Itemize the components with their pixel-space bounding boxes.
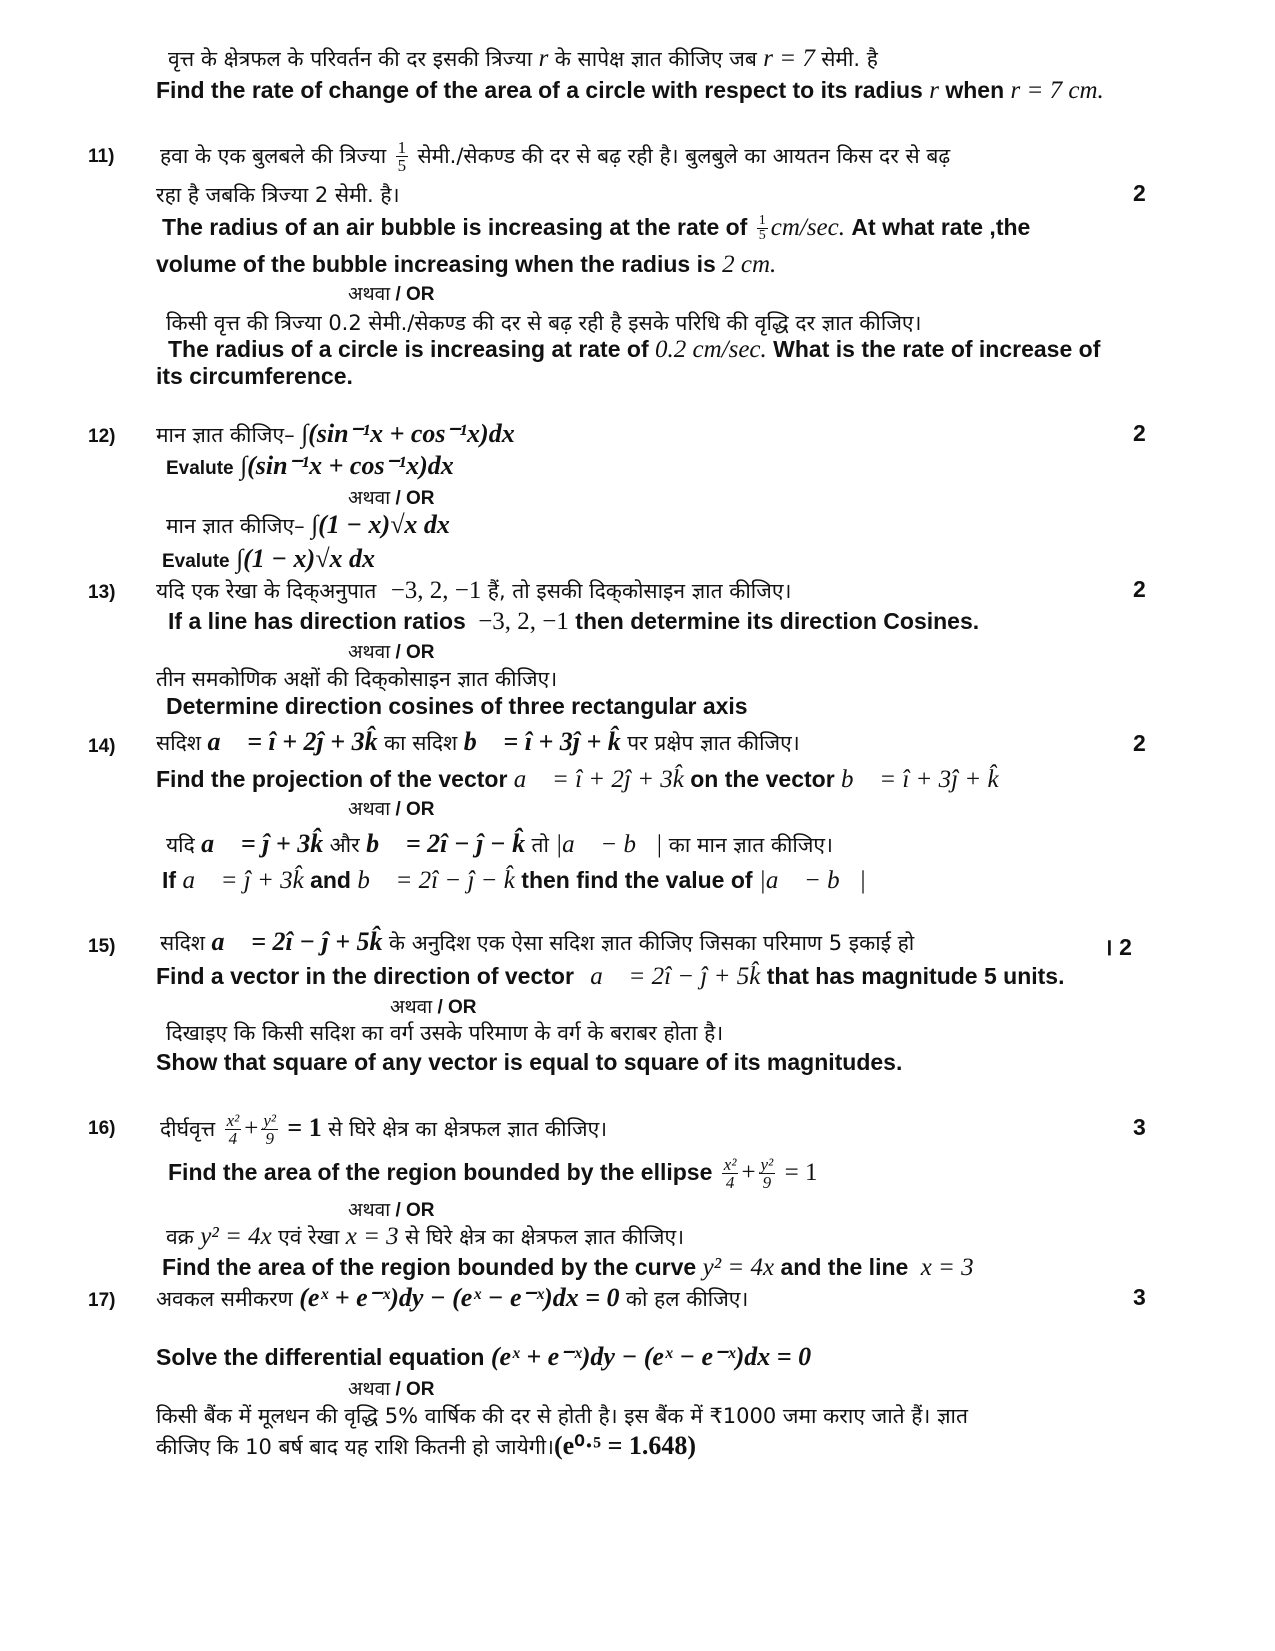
q14-alt-english-then: then find the value of [521, 867, 753, 893]
q17-alt-given: (e⁰·⁵ = 1.648) [554, 1431, 697, 1460]
q12-alt-english-expr: ∫(1 − x)√x dx [235, 544, 375, 573]
q13-marks: 2 [1133, 576, 1146, 602]
q16-or-separator [348, 1196, 435, 1222]
q16-frac1-num: x² [226, 1111, 240, 1131]
q17-alt-hindi-line1-text: किसी बैंक में मूलधन की वृद्धि 5% वार्षिक की दर से होती है। इस बैंक में ₹1000 जमा कराए जाते हैं। ज्ञात [156, 1404, 968, 1428]
q17-english-equation: (eˣ + e⁻ˣ)dy − (eˣ − e⁻ˣ)dx = 0 [490, 1342, 812, 1371]
q12-english-expr: ∫(sin⁻¹x + cos⁻¹x)dx [239, 451, 454, 480]
q12-alt-english [162, 545, 375, 576]
q17-hindi-pre: अवकल समीकरण [156, 1287, 293, 1311]
q15-hindi [160, 928, 914, 957]
q12-or-hindi: अथवा [348, 487, 391, 509]
q11-alt-english-pre: The radius of a circle is increasing at rate of [168, 336, 649, 362]
q16-english-frac1-num: x² [723, 1155, 737, 1175]
q11-hindi-pre: हवा के एक बुलबले की त्रिज्या [160, 144, 387, 168]
q14-hindi [156, 728, 800, 757]
q11-or-separator [348, 280, 435, 306]
q14-alt-vec-b: b⃗ = 2î − ĵ − k̂ [366, 829, 526, 858]
q10-hindi-pre: वृत्त के क्षेत्रफल के परिवर्तन की दर इसकी त्रिज्या [168, 47, 533, 71]
q10-hindi [168, 44, 878, 73]
q17-english [156, 1343, 811, 1371]
q16-english-frac2-num: y² [760, 1155, 774, 1175]
q16-english-frac-1 [722, 1156, 739, 1191]
q11-english-unit: cm/sec. [770, 214, 846, 241]
q14-alt-english-abs: |a⃗ − b⃗| [758, 867, 866, 894]
q14-alt-english [162, 866, 866, 895]
q16-alt-hindi-w1: वक्र [166, 1225, 194, 1249]
q16-hindi [160, 1108, 607, 1149]
q11-alt-english-post: What is the rate of increase of [773, 336, 1101, 362]
q15-or-separator [390, 993, 477, 1019]
q10-hindi-post: सेमी. है [821, 47, 878, 71]
q13-or-english: / OR [395, 642, 435, 663]
q17-or-separator [348, 1375, 435, 1401]
q14-english-mid: on the vector [690, 766, 835, 792]
q14-english-pre: Find the projection of the vector [156, 766, 508, 792]
q10-english-r: r [929, 77, 939, 104]
q10-hindi-eq: r = 7 [763, 45, 815, 72]
q14-vec-a: a⃗ = î + 2ĵ + 3k̂ [207, 727, 378, 756]
q11-frac-num: 1 [397, 138, 407, 158]
q16-frac2-den: 9 [265, 1129, 274, 1149]
q12-hindi [156, 420, 515, 449]
q16-plus: + [244, 1115, 259, 1142]
q16-alt-hindi-w3: से घिरे क्षेत्र का क्षेत्रफल ज्ञात कीजिए। [405, 1225, 685, 1249]
q12-marks: 2 [1133, 420, 1146, 446]
q15-or-english: / OR [437, 997, 477, 1018]
q14-or-hindi: अथवा [348, 798, 391, 820]
q12-english-text: Evalute [166, 458, 234, 479]
q13-or-hindi: अथवा [348, 641, 391, 663]
q11-english-post: At what rate ,the [851, 214, 1031, 240]
q14-or-english: / OR [395, 799, 435, 820]
q14-alt-hindi-w2: और [329, 833, 360, 857]
q16-hindi-post: से घिरे क्षेत्र का क्षेत्रफल ज्ञात कीजिए। [328, 1117, 608, 1141]
q14-marks: 2 [1133, 730, 1146, 756]
q17-number: 17) [88, 1290, 116, 1311]
q11-alt-hindi [166, 308, 921, 337]
q11-english-frac-num: 1 [758, 213, 766, 229]
q17-equation: (eˣ + e⁻ˣ)dy − (eˣ − e⁻ˣ)dx = 0 [299, 1283, 620, 1312]
q13-alt-english-text: Determine direction cosines of three rectangular axis [166, 693, 748, 719]
q14-alt-abs: |a⃗ − b⃗| [555, 831, 663, 858]
q15-marks: । 2 [1104, 934, 1132, 960]
q11-alt-english-val: 0.2 cm/sec. [655, 336, 767, 363]
q14-alt-hindi-w4: का मान ज्ञात कीजिए। [668, 833, 833, 857]
q15-alt-english [156, 1048, 902, 1076]
q10-hindi-mid: के सापेक्ष ज्ञात कीजिए जब [554, 47, 757, 71]
q13-english [168, 607, 979, 636]
q11-english-fraction [757, 214, 768, 243]
q11-number: 11) [88, 146, 115, 167]
q11-or-hindi: अथवा [348, 283, 391, 305]
q11-or-english: / OR [395, 284, 435, 305]
q16-frac1-den: 4 [228, 1129, 238, 1149]
q16-number: 16) [88, 1118, 116, 1139]
q13-or-separator [348, 638, 435, 664]
q15-vec: a⃗ = 2î − ĵ + 5k̂ [211, 927, 383, 956]
q11-english-line2-pre: volume of the bubble increasing when the radius is [156, 251, 716, 277]
q12-english [166, 452, 454, 483]
q16-or-hindi: अथवा [348, 1199, 391, 1221]
q14-number: 14) [88, 736, 116, 757]
q15-english-pre: Find a vector in the direction of vector [156, 963, 574, 989]
q11-english [162, 210, 1030, 245]
q13-english-pre: If a line has direction ratios [168, 608, 466, 634]
q10-english-eq: r = 7 cm. [1010, 77, 1104, 104]
q12-alt-hindi [166, 511, 450, 540]
q11-hindi-line2-text: रहा है जबकि त्रिज्या 2 सेमी. है। [156, 183, 400, 207]
q14-alt-english-and: and [310, 867, 351, 893]
q15-or-hindi: अथवा [390, 996, 433, 1018]
q16-english-frac1-den: 4 [725, 1173, 735, 1193]
q13-ratios: −3, 2, −1 [390, 577, 482, 604]
q16-hindi-pre: दीर्घवृत्त [160, 1117, 216, 1141]
q16-eq-one: = 1 [287, 1113, 322, 1142]
q15-alt-hindi [166, 1018, 723, 1047]
q13-hindi [156, 576, 791, 605]
q16-alt-english-pre: Find the area of the region bounded by the curve [162, 1254, 697, 1280]
q14-hindi-w3: पर प्रक्षेप ज्ञात कीजिए। [627, 731, 800, 755]
q14-alt-hindi-w1: यदि [166, 833, 195, 857]
q11-english-pre: The radius of an air bubble is increasing at the rate of [162, 214, 748, 240]
q16-marks: 3 [1133, 1114, 1146, 1140]
q17-hindi-post: को हल कीजिए। [625, 1287, 749, 1311]
q16-alt-english-mid: and the line [780, 1254, 909, 1280]
q16-english-frac-2 [759, 1156, 776, 1191]
q10-english-text: Find the rate of change of the area of a circle with respect to its radius [156, 77, 923, 103]
q13-alt-hindi [156, 664, 557, 693]
q15-alt-english-text: Show that square of any vector is equal to square of its magnitudes. [156, 1049, 903, 1075]
q14-hindi-w2: का सदिश [383, 731, 458, 755]
q13-number: 13) [88, 582, 116, 603]
q10-hindi-r: r [538, 45, 549, 72]
q12-or-english: / OR [395, 488, 435, 509]
q16-frac-2 [261, 1112, 278, 1147]
q17-english-pre: Solve the differential equation [156, 1344, 485, 1370]
q16-english-frac2-den: 9 [762, 1173, 772, 1193]
q11-alt-english-line2 [156, 362, 353, 390]
q15-hindi-w1: सदिश [160, 931, 206, 955]
q12-alt-english-text: Evalute [162, 551, 230, 572]
q17-or-hindi: अथवा [348, 1378, 391, 1400]
q14-english [156, 765, 999, 794]
q11-alt-english-line2-text: its circumference. [156, 363, 353, 389]
q15-english-post: that has magnitude 5 units. [766, 963, 1065, 989]
q15-english [156, 962, 1065, 991]
q13-english-ratios: −3, 2, −1 [478, 608, 569, 635]
q17-or-english: / OR [395, 1379, 435, 1400]
q16-or-english: / OR [395, 1200, 435, 1221]
q15-hindi-w2: के अनुदिश एक ऐसा सदिश ज्ञात कीजिए जिसका परिमाण 5 इकाई हो [388, 931, 915, 955]
q11-marks: 2 [1133, 180, 1146, 206]
q11-hindi-line2 [156, 180, 400, 209]
q14-alt-hindi-w3: तो [531, 833, 549, 857]
q17-alt-hindi-line2 [156, 1432, 696, 1461]
q11-fraction [396, 139, 409, 174]
q14-hindi-w1: सदिश [156, 731, 202, 755]
q16-english-pre: Find the area of the region bounded by the ellipse [168, 1159, 713, 1185]
q16-alt-curve: y² = 4x [200, 1223, 272, 1250]
q17-alt-hindi-line2-text: कीजिए कि 10 बर्ष बाद यह राशि कितनी हो जायेगी। [156, 1435, 554, 1459]
q17-alt-hindi-line1 [156, 1401, 968, 1430]
q11-hindi [160, 138, 950, 174]
q12-hindi-text: मान ज्ञात कीजिए– [156, 423, 295, 447]
q11-frac-den: 5 [397, 156, 407, 176]
q13-hindi-pre: यदि एक रेखा के दिक्‌अनुपात [156, 579, 377, 603]
q17-marks: 3 [1133, 1284, 1146, 1310]
q16-alt-english-curve: y² = 4x [702, 1254, 775, 1281]
q16-english-plus: + [741, 1159, 756, 1186]
q15-english-vec: a⃗ = 2î − ĵ + 5k̂ [590, 963, 761, 990]
q16-frac-1 [225, 1112, 242, 1147]
q12-or-separator [348, 484, 435, 510]
q16-english [168, 1152, 817, 1193]
q14-alt-vec-a: a⃗ = ĵ + 3k̂ [201, 829, 324, 858]
q14-english-vec-a: a⃗ = î + 2ĵ + 3k̂ [513, 766, 684, 793]
q16-alt-english [162, 1253, 974, 1282]
q16-alt-hindi [166, 1222, 684, 1251]
q14-or-separator [348, 795, 435, 821]
q14-english-vec-b: b⃗ = î + 3ĵ + k̂ [841, 766, 999, 793]
q16-alt-line: x = 3 [345, 1223, 399, 1250]
q15-alt-hindi-text: दिखाइए कि किसी सदिश का वर्ग उसके परिमाण के वर्ग के बराबर होता है। [166, 1021, 724, 1045]
q11-english-line2 [156, 250, 776, 279]
q11-english-frac-den: 5 [758, 228, 766, 244]
q17-hindi [156, 1284, 748, 1313]
q12-expr: ∫(sin⁻¹x + cos⁻¹x)dx [300, 419, 515, 448]
q12-number: 12) [88, 426, 116, 447]
q10-english [156, 76, 1104, 105]
q14-alt-english-if: If [162, 867, 177, 893]
q11-alt-english [168, 335, 1100, 364]
q13-alt-english [166, 692, 748, 720]
q14-vec-b: b⃗ = î + 3ĵ + k̂ [463, 727, 621, 756]
q14-alt-hindi [166, 830, 833, 859]
q11-hindi-post: सेमी./सेकण्ड की दर से बढ़ रही है। बुलबुले का आयतन किस दर से बढ़ [417, 144, 951, 168]
q13-english-post: then determine its direction Cosines. [575, 608, 980, 634]
q16-alt-hindi-w2: एवं रेखा [278, 1225, 340, 1249]
q12-alt-expr: ∫(1 − x)√x dx [310, 510, 450, 539]
q15-number: 15) [88, 936, 116, 957]
q11-english-line2-val: 2 cm. [722, 251, 777, 278]
q16-frac2-num: y² [263, 1111, 277, 1131]
q11-alt-hindi-text: किसी वृत्त की त्रिज्या 0.2 सेमी./सेकण्ड की दर से बढ़ रही है इसके परिधि की वृद्धि दर ज्ञात कीजिए। [166, 311, 922, 335]
q16-english-eq-one: = 1 [784, 1159, 818, 1186]
q12-alt-hindi-text: मान ज्ञात कीजिए– [166, 514, 305, 538]
q13-alt-hindi-text: तीन समकोणिक अक्षों की दिक्‌कोसाइन ज्ञात कीजिए। [156, 667, 558, 691]
q10-english-when: when [945, 77, 1005, 103]
q13-hindi-post: हैं, तो इसकी दिक्‌कोसाइन ज्ञात कीजिए। [487, 579, 792, 603]
q16-alt-english-line: x = 3 [920, 1254, 974, 1281]
q14-alt-english-vec-b: b⃗ = 2î − ĵ − k̂ [357, 867, 515, 894]
q14-alt-english-vec-a: a⃗ = ĵ + 3k̂ [182, 867, 304, 894]
